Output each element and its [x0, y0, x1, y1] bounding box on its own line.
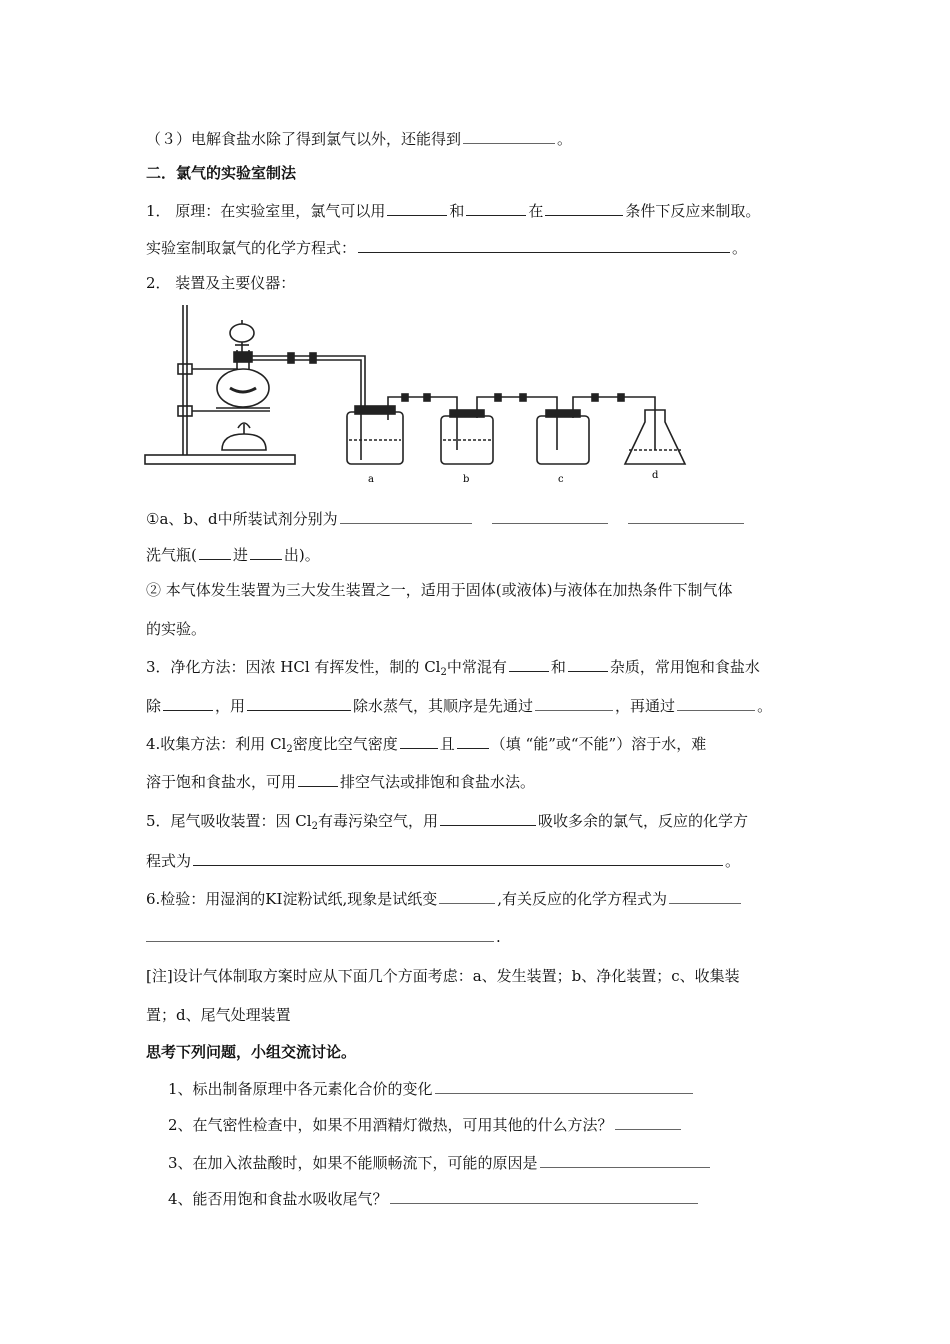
t4-line	[168, 1188, 700, 1209]
remove-blank[interactable]	[163, 695, 213, 711]
flask-stopper	[234, 352, 252, 362]
reagent-b-blank[interactable]	[492, 508, 608, 524]
i1-text: ①a、b、d中所装试剂分别为	[146, 510, 338, 528]
t2-text: 2、在气密性检查中，如果不用酒精灯微热，可用其他的什么方法？	[168, 1116, 613, 1134]
absorbent-blank[interactable]	[440, 810, 536, 826]
p6-text-b: ,有关反应的化学方程式为	[497, 890, 667, 908]
p3b-text-b: ，用	[215, 697, 246, 715]
p4-text-c: 且	[439, 735, 455, 753]
drying-agent-blank[interactable]	[247, 695, 351, 711]
t1-blank[interactable]	[435, 1078, 693, 1094]
separatory-funnel	[230, 324, 254, 342]
reagent-d-blank[interactable]	[628, 508, 744, 524]
p1b-text: 实验室制取氯气的化学方程式：	[146, 239, 357, 257]
p4-line	[146, 733, 706, 760]
soluble-blank[interactable]	[457, 733, 489, 749]
i1b-text-c: 出)。	[283, 546, 320, 564]
p5-text-c: 吸收多余的氯气，反应的化学方	[537, 812, 748, 830]
p1-blank-3[interactable]	[545, 200, 623, 216]
p3-text-d: 杂质，常用饱和食盐水	[609, 658, 760, 676]
inlet-blank[interactable]	[199, 544, 231, 560]
second-pass-blank[interactable]	[677, 695, 755, 711]
clamp-upper	[178, 364, 192, 374]
p3b-text-c: 除水蒸气，其顺序是先通过	[353, 697, 534, 715]
p1b-line	[146, 237, 747, 258]
p3b-text-a: 除	[146, 697, 162, 715]
p5-text-a: 5．尾气吸收装置：因 Cl	[146, 812, 312, 830]
i1b-text-a: 洗气瓶(	[146, 546, 197, 564]
first-pass-blank[interactable]	[535, 695, 613, 711]
q3-blank[interactable]	[463, 128, 555, 144]
t2-line	[168, 1114, 683, 1135]
equation-blank[interactable]	[358, 237, 730, 253]
p1-text-b: 和	[449, 202, 465, 220]
p1-text-a: 1． 原理：在实验室里，氯气可以用	[146, 202, 386, 220]
p1b-end: 。	[732, 239, 748, 257]
bottle-c	[537, 416, 589, 464]
bottle-a	[347, 412, 403, 464]
apparatus-drawing	[140, 300, 700, 490]
label-c: c	[558, 474, 564, 485]
p6b-line	[146, 926, 501, 947]
p3b-end: 。	[757, 697, 773, 715]
q3-text: （３）电解食盐水除了得到氯气以外，还能得到	[146, 130, 462, 148]
p1-line	[146, 200, 760, 221]
p3b-line	[146, 695, 772, 716]
i2-line: ② 本气体发生装置为三大发生装置之一，适用于固体(或液体)与液体在加热条件下制气体	[146, 581, 733, 599]
clamp-lower	[178, 406, 192, 416]
p5-line	[146, 810, 748, 837]
i1b-text-b: 进	[232, 546, 248, 564]
t3-line	[168, 1152, 712, 1173]
p1-text-d: 条件下反应来制取。	[625, 202, 761, 220]
p4b-text-a: 溶于饱和食盐水，可用	[146, 773, 297, 791]
tail-gas-equation-blank[interactable]	[193, 850, 723, 866]
p4b-text-b: 排空气法或排饱和食盐水法。	[340, 773, 536, 791]
q3-end: 。	[557, 130, 573, 148]
p3-text-c: 和	[550, 658, 566, 676]
p5b-line	[146, 850, 740, 871]
label-d: d	[652, 470, 659, 481]
noteb-line: 置；d、尾气处理装置	[146, 1006, 291, 1024]
p2-line: 2． 装置及主要仪器：	[146, 274, 296, 292]
ki-equation-blank-2[interactable]	[146, 926, 494, 942]
p5-text-b: 有毒污染空气，用	[317, 812, 438, 830]
p5b-end: 。	[725, 852, 741, 870]
i1-line	[146, 508, 746, 529]
stand-base	[145, 455, 295, 464]
t2-blank[interactable]	[615, 1114, 681, 1130]
outlet-blank[interactable]	[250, 544, 282, 560]
p3-text-a: 3．净化方法：因浓 HCl 有挥发性，制的 Cl	[146, 658, 441, 676]
t3-text: 3、在加入浓盐酸时，如果不能顺畅流下，可能的原因是	[168, 1154, 538, 1172]
p4b-line	[146, 771, 535, 792]
t3-blank[interactable]	[540, 1152, 710, 1168]
ki-equation-blank-1[interactable]	[669, 888, 741, 904]
p3-text-b: 中常混有	[446, 658, 507, 676]
impurity-1-blank[interactable]	[509, 656, 549, 672]
color-blank[interactable]	[439, 888, 495, 904]
alcohol-lamp	[222, 434, 266, 450]
t1-line	[168, 1078, 695, 1099]
p1-blank-1[interactable]	[387, 200, 447, 216]
p1-text-c: 在	[528, 202, 544, 220]
t4-text: 4、能否用饱和食盐水吸收尾气？	[168, 1190, 388, 1208]
think-title: 思考下列问题，小组交流讨论。	[146, 1043, 357, 1061]
collection-blank[interactable]	[298, 771, 338, 787]
t4-blank[interactable]	[390, 1188, 698, 1204]
density-blank[interactable]	[400, 733, 438, 749]
p6-text-a: 6.检验：用湿润的KI淀粉试纸,现象是试纸变	[146, 890, 438, 908]
p4-text-a: 4.收集方法：利用 Cl	[146, 735, 287, 753]
p4-text-d: （填 “能”或“不能”）溶于水，难	[490, 735, 707, 753]
label-a: a	[368, 474, 374, 485]
t1-text: 1、标出制备原理中各元素化合价的变化	[168, 1080, 433, 1098]
p4-text-b: 密度比空气密度	[292, 735, 398, 753]
p6b-end: .	[496, 928, 501, 946]
p5b-text-a: 程式为	[146, 852, 192, 870]
p3b-text-d: ，再通过	[615, 697, 676, 715]
reagent-a-blank[interactable]	[340, 508, 472, 524]
p1-blank-2[interactable]	[466, 200, 526, 216]
p4-sub: 2	[286, 744, 293, 755]
q3-line	[146, 128, 572, 149]
label-b: b	[463, 474, 470, 485]
i1b-line	[146, 544, 320, 565]
p3-line	[146, 656, 760, 683]
p3-sub: 2	[440, 667, 447, 678]
p6-line	[146, 888, 743, 909]
section2-title: 二．氯气的实验室制法	[146, 164, 297, 182]
note-line: [注]设计气体制取方案时应从下面几个方面考虑：a、发生装置；b、净化装置；c、收集装	[146, 967, 740, 985]
i2b-line: 的实验。	[146, 620, 207, 638]
round-flask	[217, 369, 269, 407]
impurity-2-blank[interactable]	[568, 656, 608, 672]
p5-sub: 2	[311, 821, 318, 832]
